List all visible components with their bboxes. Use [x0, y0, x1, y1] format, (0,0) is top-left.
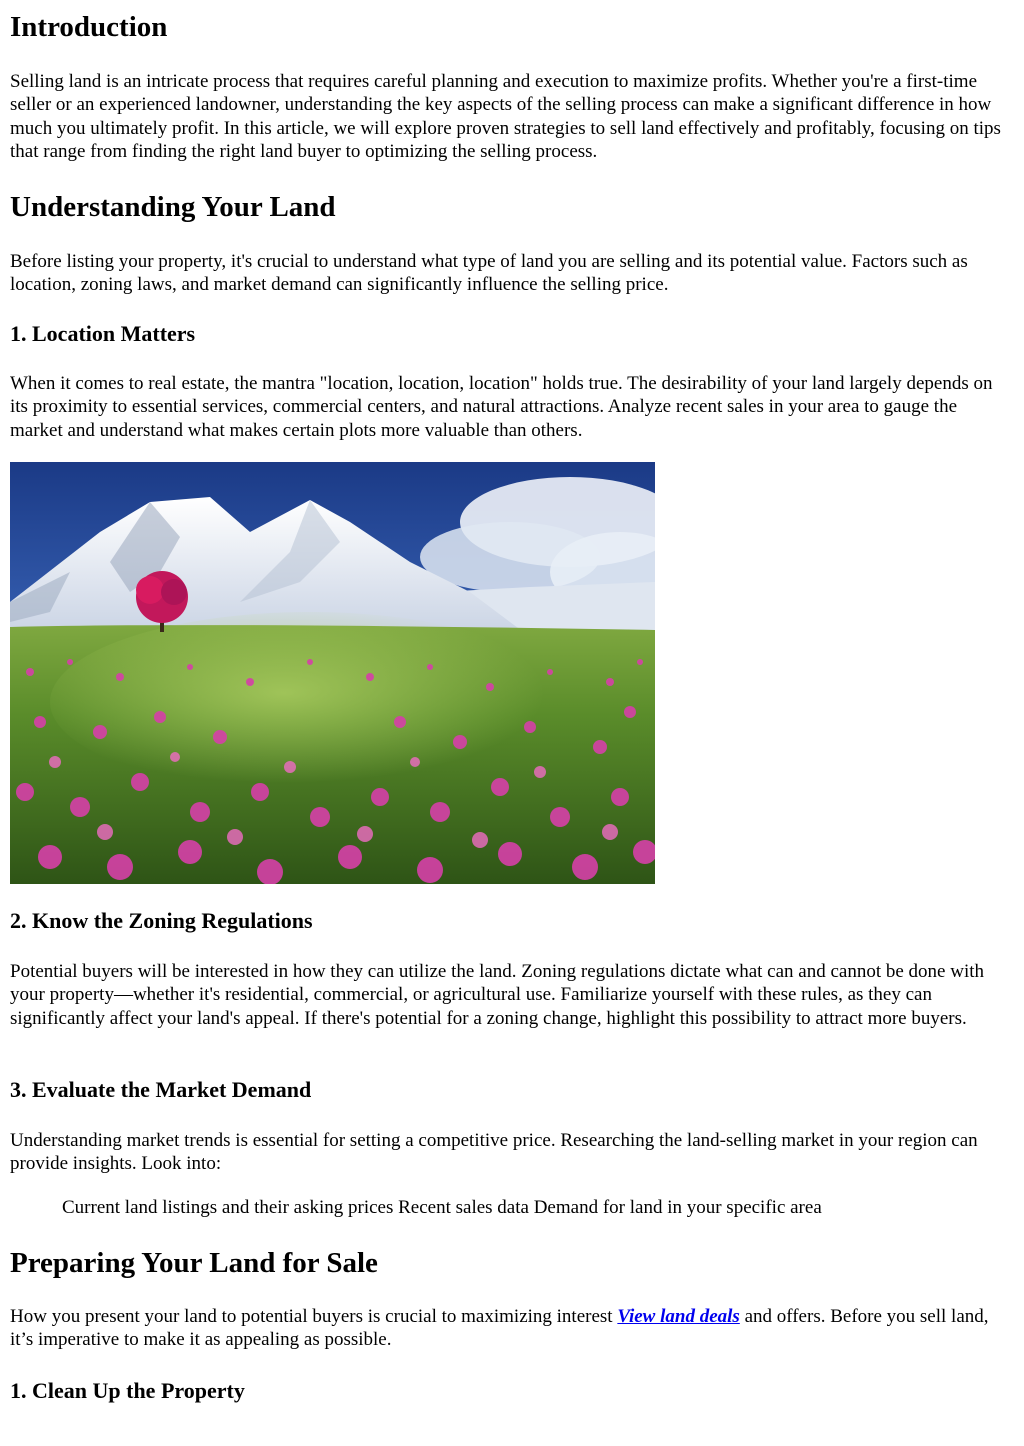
heading-preparing-land: Preparing Your Land for Sale: [10, 1247, 378, 1279]
heading-understanding-your-land: Understanding Your Land: [10, 191, 336, 223]
heading-clean-up-property: 1. Clean Up the Property: [10, 1378, 245, 1403]
view-land-deals-link[interactable]: View land deals: [617, 1306, 740, 1327]
mountain-meadow-image: [10, 462, 655, 884]
paragraph-preparing-land: [10, 1305, 1014, 1352]
paragraph-preparing-text-before: How you present your land to potential buyers is crucial to maximizing interest: [10, 1306, 618, 1327]
paragraph-location-matters: When it comes to real estate, the mantra "location, location, location" holds true. The desirability of your land largely depends on its proximity to essential services, commercial centers, and natural attractions. Analyze recent sales in your area to gauge the market and understand what makes certain plots more valuable than others.: [10, 373, 993, 441]
paragraph-zoning-regulations: Potential buyers will be interested in how they can utilize the land. Zoning regulations dictate what can and cannot be done with your property—whether it's residential, commercial, or agricultural use. Familiarize yourself with these rules, as they can significantly affect your land's appeal. If there's potential for a zoning change, highlight this possibility to attract more buyers.: [10, 961, 985, 1029]
heading-introduction: Introduction: [10, 11, 168, 43]
paragraph-introduction: Selling land is an intricate process that requires careful planning and execution to maximize profits. Whether you're a first-time seller or an experienced landowner, understanding the key aspects of the selling process can make a significant difference in how much you ultimately profit. In this article, we will explore proven strategies to sell land effectively and profitably, focusing on tips that range from finding the right land buyer to optimizing the selling process.: [10, 71, 1001, 163]
paragraph-understanding-your-land: Before listing your property, it's crucial to understand what type of land you are selling and its potential value. Factors such as location, zoning laws, and market demand can significantly influence the selling price.: [10, 251, 968, 296]
paragraph-preparing-text-after: and offers. Before you sell land, it’s imperative to make it as appealing as possible.: [10, 1306, 989, 1351]
paragraph-market-demand: Understanding market trends is essential for setting a competitive price. Researching the land-selling market in your region can provide insights. Look into:: [10, 1130, 978, 1175]
heading-zoning-regulations: 2. Know the Zoning Regulations: [10, 908, 313, 933]
heading-market-demand: 3. Evaluate the Market Demand: [10, 1077, 312, 1102]
mountain-meadow-illustration: [10, 462, 655, 884]
market-research-list: Current land listings and their asking prices Recent sales data Demand for land in your specific area: [62, 1197, 822, 1218]
heading-location-matters: 1. Location Matters: [10, 321, 196, 346]
